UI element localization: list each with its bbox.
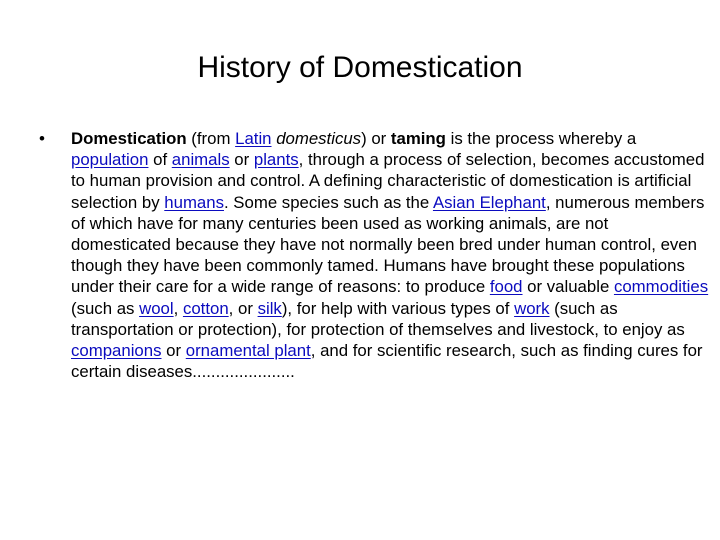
text-segment: , [173,298,183,318]
text-segment: or [229,150,254,170]
text-segment: , and for scientific research, such as finding cures for certain diseases...................... [71,341,703,382]
text-segment: , numerous members of which have for many centuries been used as working animals, are not domesticated because they have not normally been bred under human control, even though they have been commonly tamed. Humans have brought these populations under their care for a wide range of reasons: to produce [71,192,705,297]
link-work[interactable]: work [514,298,550,318]
text-segment: ), for help with various types of [281,298,515,318]
text-segment: is the process whereby a [445,129,637,148]
text-segment: . Some species such as the [223,192,433,212]
text-segment: or valuable [522,277,614,297]
link-cotton[interactable]: cotton [182,298,229,318]
link-commodities[interactable]: commodities [613,277,709,297]
text-segment: or [161,341,186,361]
link-humans[interactable]: humans [164,192,224,212]
bullet-paragraph [71,128,711,382]
bullet-marker: • [39,129,45,148]
text-segment: , or [228,298,258,318]
link-silk[interactable]: silk [257,298,282,318]
link-wool[interactable]: wool [139,298,174,318]
link-asian-elephant[interactable]: Asian Elephant [432,192,546,212]
link-food[interactable]: food [489,277,523,297]
link-population[interactable]: population [71,150,149,170]
term-domestication: Domestication [71,129,187,148]
latin-word: domesticus [276,129,362,148]
link-animals[interactable]: animals [171,150,230,170]
text-segment: of [148,150,172,170]
link-companions[interactable]: companions [71,341,162,361]
slide-title: History of Domestication [197,51,523,84]
link-latin[interactable]: Latin [235,129,272,148]
text-segment: , through a process of selection, becomes accustomed to human provision and control. A defining characteristic of domestication is artificial selection by [71,150,705,212]
text-segment: ) or [361,129,391,148]
text-segment: (such as transportation or protection), for protection of themselves and livestock, to enjoy as [71,298,685,339]
text-segment: (from [186,129,236,148]
link-plants[interactable]: plants [253,150,299,170]
text-segment: (such as [71,298,140,318]
link-ornamental-plant[interactable]: ornamental plant [185,341,311,361]
term-taming: taming [390,129,446,148]
